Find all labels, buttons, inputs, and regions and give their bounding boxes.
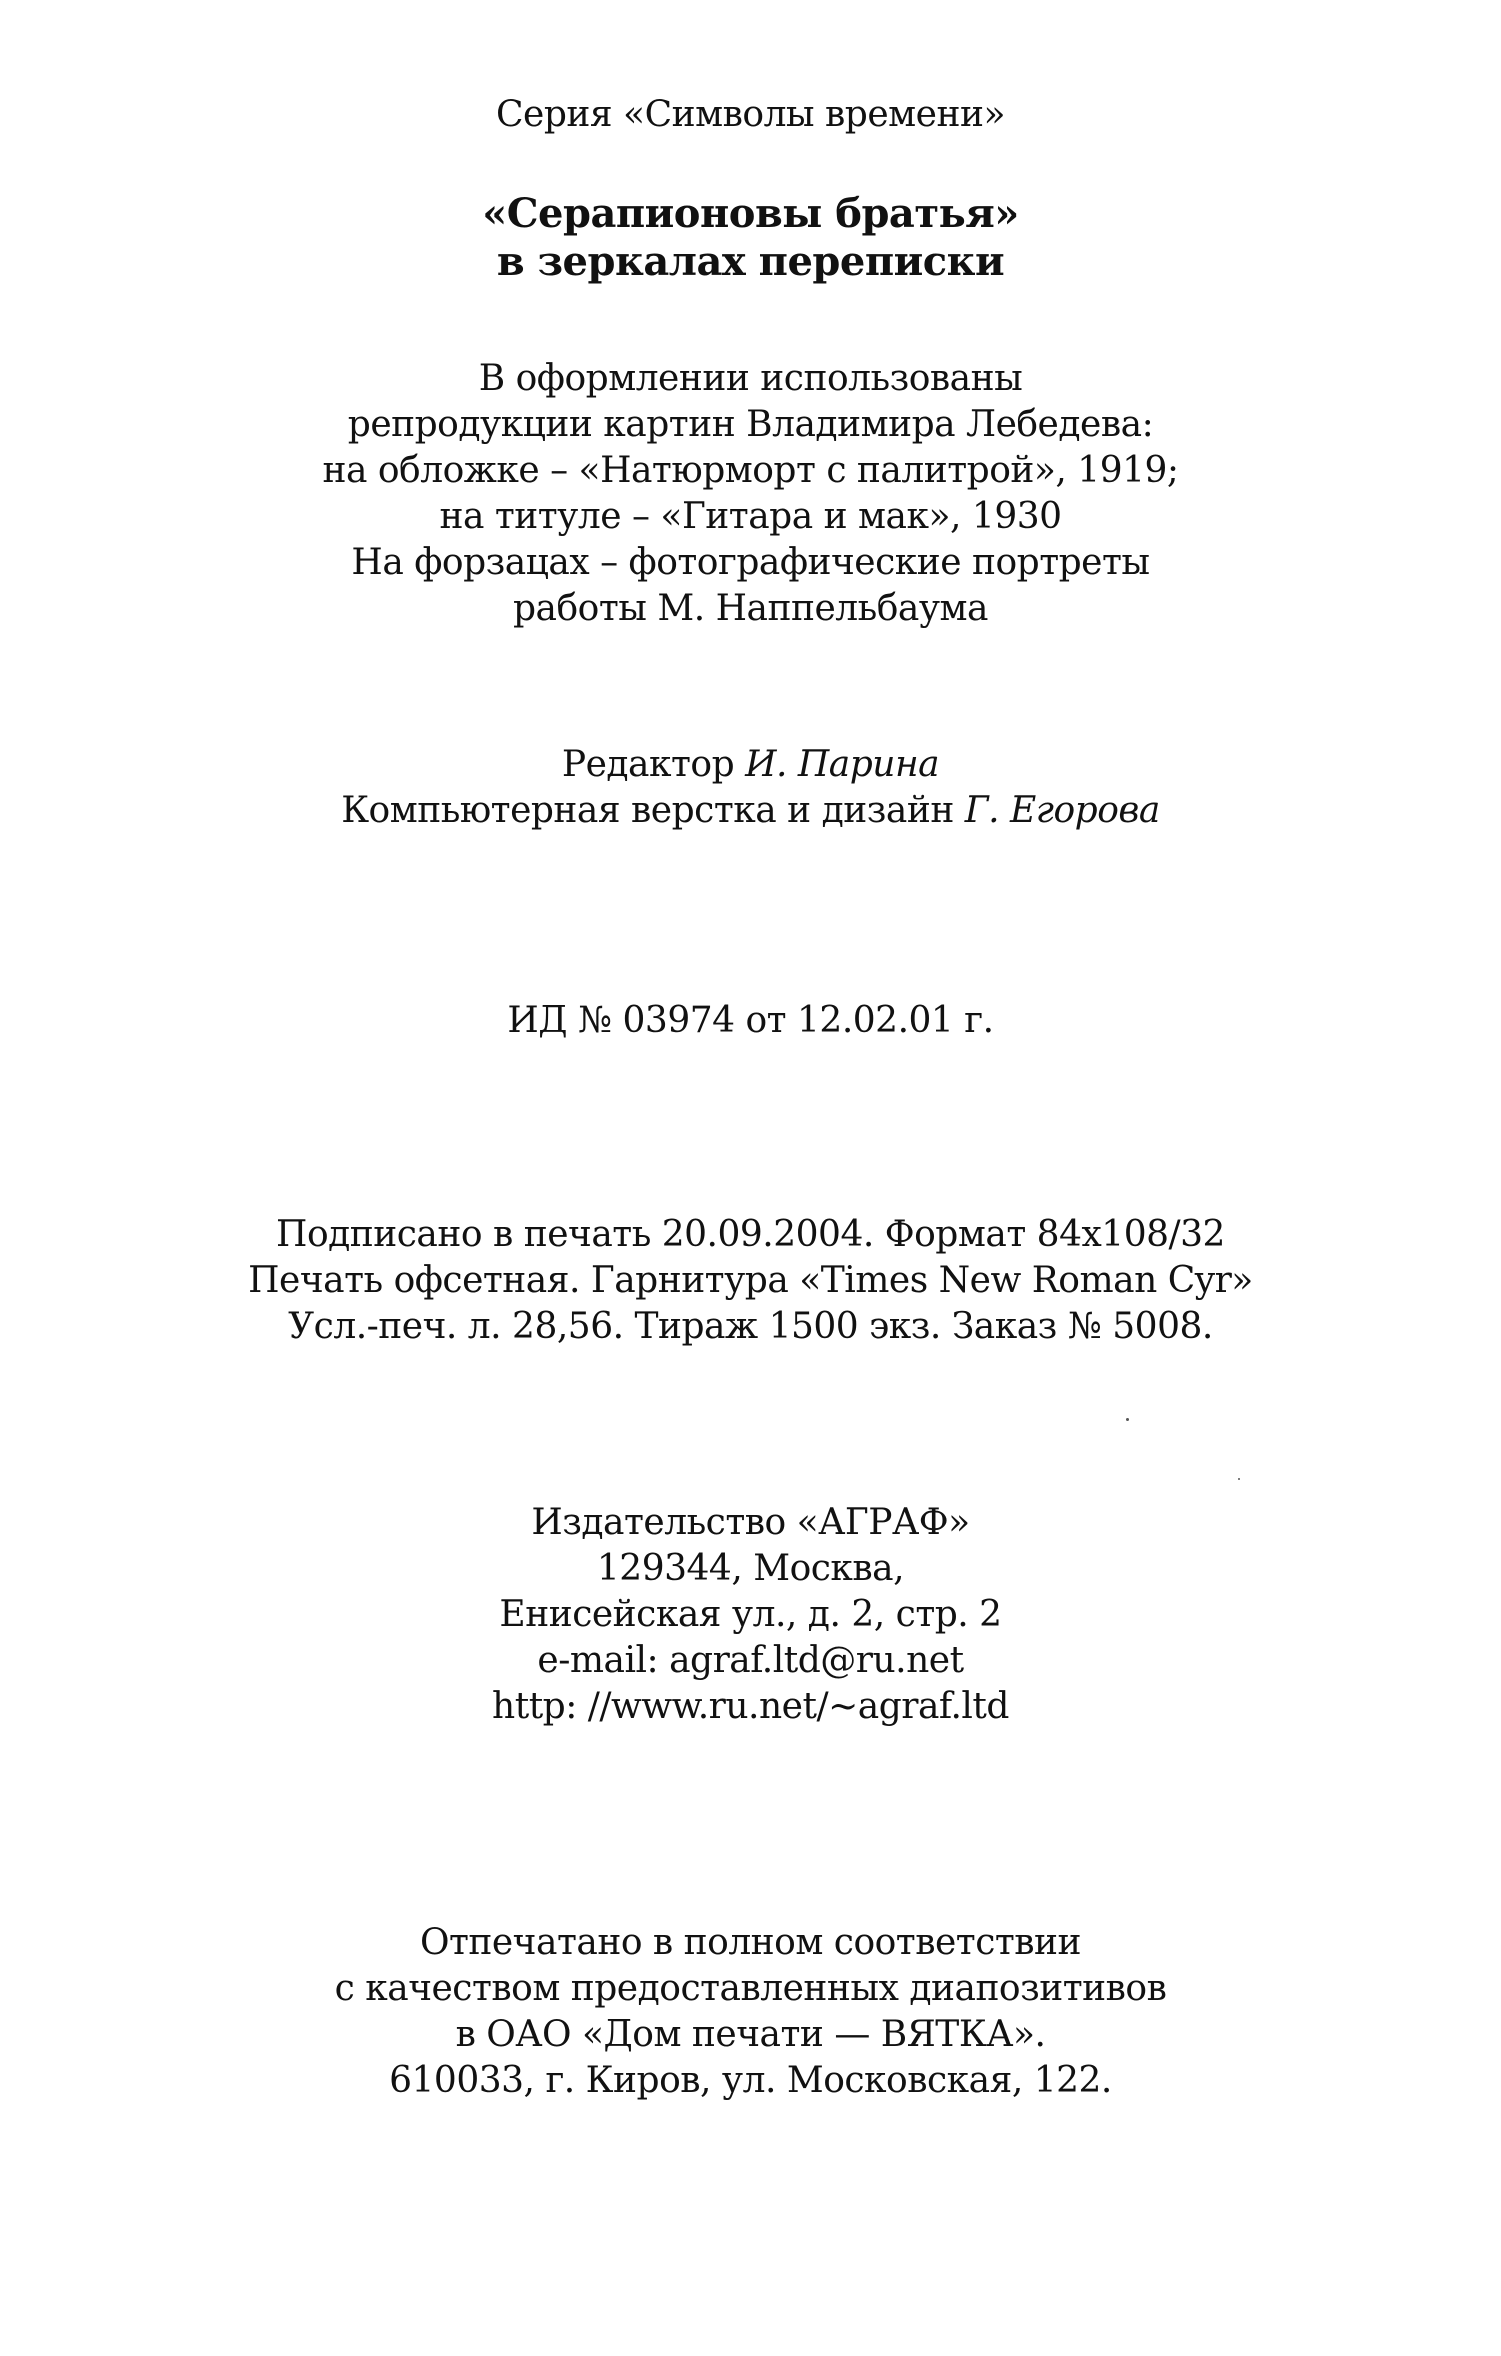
design-note-line-6: работы М. Наппельбаума xyxy=(512,588,989,629)
publisher-street: Енисейская ул., д. 2, стр. 2 xyxy=(499,1594,1002,1635)
print-specs xyxy=(0,1212,1501,1350)
publisher-postal: 129344, Москва, xyxy=(596,1548,905,1589)
series-line xyxy=(0,92,1501,138)
title-line-2: в зеркалах переписки xyxy=(496,238,1005,285)
design-note-line-2: репродукции картин Владимира Лебедева: xyxy=(347,404,1154,445)
editor-credit xyxy=(0,742,1501,788)
book-title xyxy=(0,190,1501,286)
license-text: ИД № 03974 от 12.02.01 г. xyxy=(507,1000,994,1041)
layout-credit xyxy=(0,788,1501,834)
scan-speck xyxy=(1238,1478,1240,1480)
design-note-line-1: В оформлении использованы xyxy=(478,358,1023,399)
publisher-url: http: //www.ru.net/~agraf.ltd xyxy=(492,1686,1009,1727)
credits xyxy=(0,742,1501,834)
editor-role: Редактор xyxy=(561,744,735,785)
printer-line-4: 610033, г. Киров, ул. Московская, 122. xyxy=(389,2060,1112,2101)
publisher-name: Издательство «АГРАФ» xyxy=(531,1502,970,1543)
print-specs-line-1: Подписано в печать 20.09.2004. Формат 84x108/32 xyxy=(276,1214,1225,1255)
layout-name: Г. Егорова xyxy=(964,790,1160,831)
layout-role: Компьютерная верстка и дизайн xyxy=(341,790,954,831)
printer-line-2: с качеством предоставленных диапозитивов xyxy=(334,1968,1167,2009)
series-text: Серия «Символы времени» xyxy=(496,94,1005,135)
design-note-line-3: на обложке – «Натюрморт с палитрой», 1919; xyxy=(322,450,1179,491)
publisher-info xyxy=(0,1500,1501,1730)
editor-name: И. Парина xyxy=(745,744,940,785)
printer-line-1: Отпечатано в полном соответствии xyxy=(419,1922,1082,1963)
title-line-1: «Серапионовы братья» xyxy=(482,190,1019,237)
print-specs-line-3: Усл.-печ. л. 28,56. Тираж 1500 экз. Заказ № 5008. xyxy=(288,1306,1213,1347)
printer-info xyxy=(0,1920,1501,2104)
design-note-line-4: на титуле – «Гитара и мак», 1930 xyxy=(439,496,1062,537)
scan-speck xyxy=(1126,1418,1129,1421)
design-note xyxy=(0,356,1501,632)
publisher-email: e-mail: agraf.ltd@ru.net xyxy=(537,1640,964,1681)
design-note-line-5: На форзацах – фотографические портреты xyxy=(351,542,1150,583)
print-specs-line-2: Печать офсетная. Гарнитура «Times New Roman Cyr» xyxy=(248,1260,1253,1301)
printer-line-3: в ОАО «Дом печати — ВЯТКА». xyxy=(455,2014,1046,2055)
license-line xyxy=(0,998,1501,1044)
